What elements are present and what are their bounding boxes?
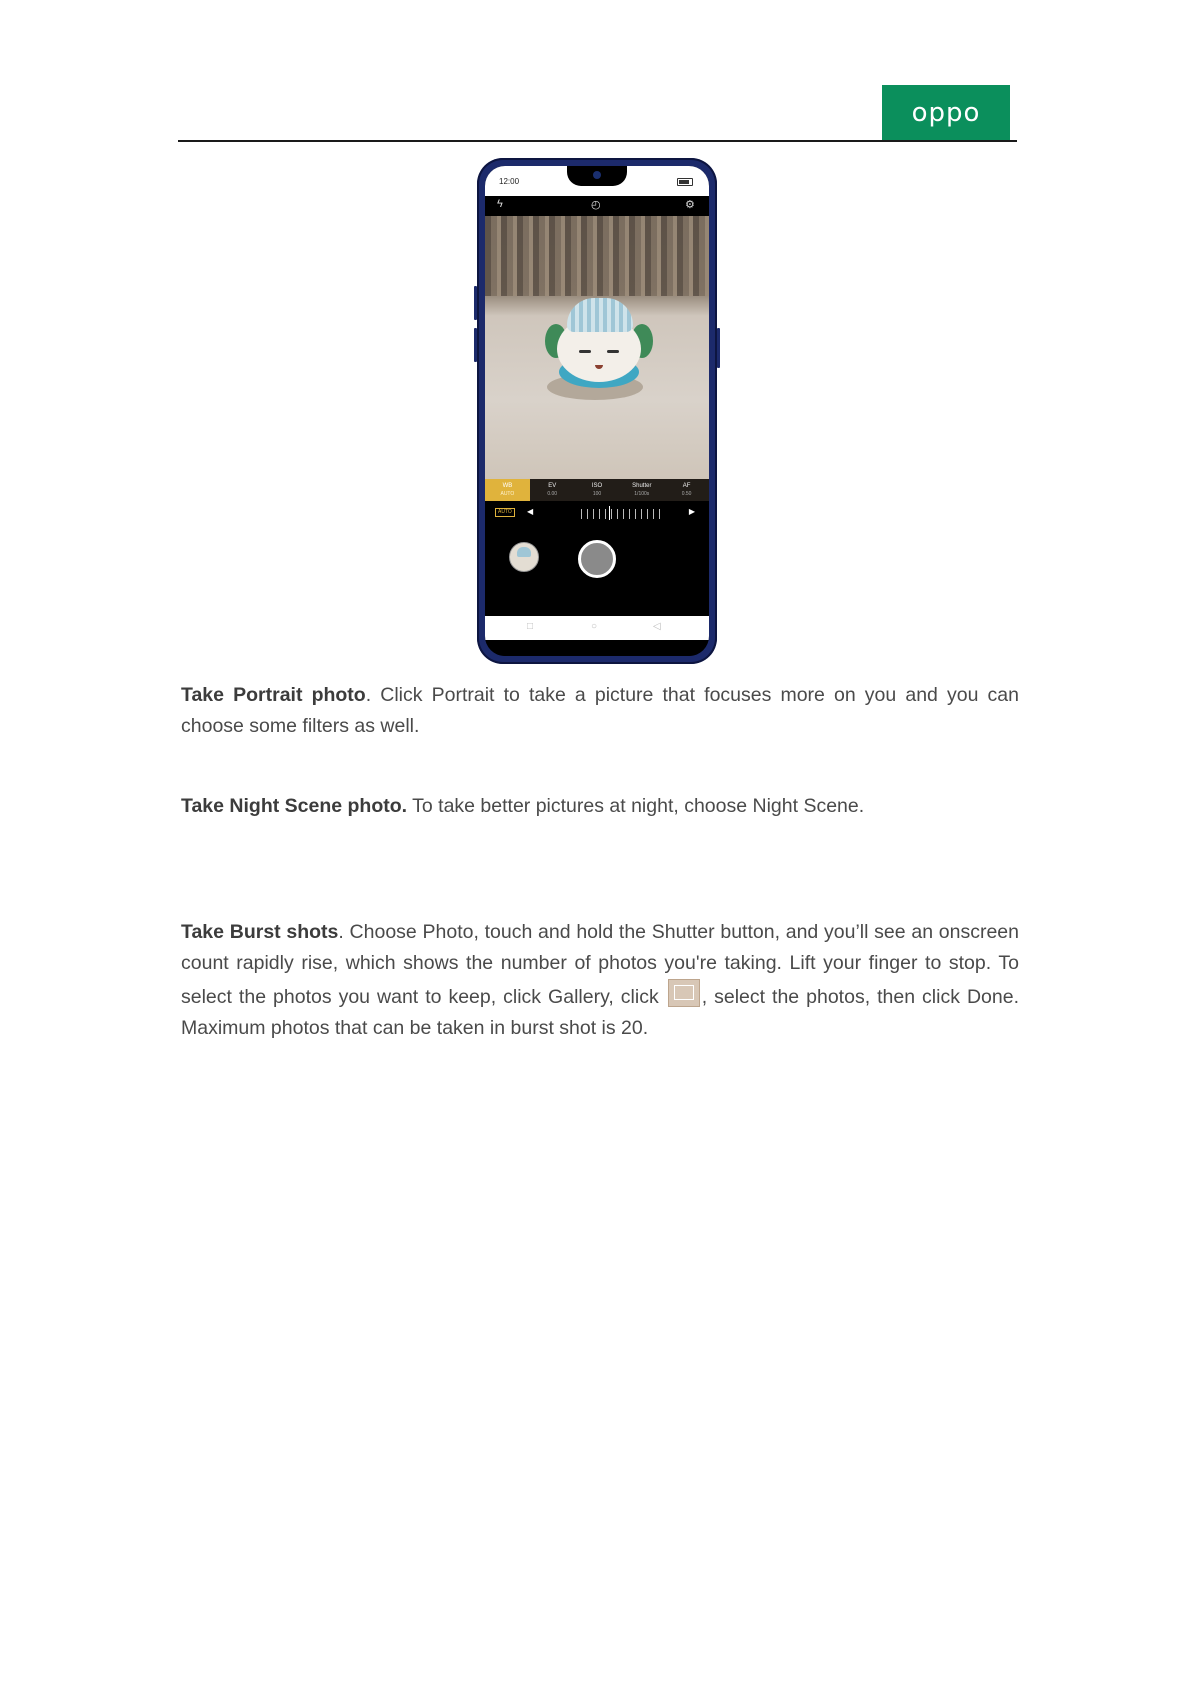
setting-iso[interactable] (575, 479, 620, 501)
curtain-background (485, 216, 709, 296)
pro-settings-bar (485, 479, 709, 501)
gallery-thumbnail[interactable] (509, 542, 539, 572)
night-text: To take better pictures at night, choose Night Scene. (407, 795, 865, 817)
setting-value: AUTO (500, 491, 515, 497)
shutter-button[interactable] (578, 540, 616, 578)
setting-value: 1/100s (634, 491, 650, 497)
arrow-right-icon[interactable]: ▶ (688, 507, 695, 516)
phone-mockup (477, 158, 717, 664)
setting-label: EV (548, 483, 557, 489)
toy-hat (567, 298, 633, 332)
portrait-title: Take Portrait photo (181, 684, 366, 706)
status-time: 12:00 (499, 177, 520, 186)
arrow-left-icon[interactable]: ◀ (527, 507, 534, 516)
toy-eye (607, 350, 619, 353)
flash-icon[interactable]: ϟ (497, 198, 503, 210)
setting-label: Shutter (632, 483, 652, 489)
oppo-logo: oppo (882, 85, 1010, 140)
front-camera (593, 171, 601, 179)
portrait-text: . Click Portrait to take a picture that focuses more on you and you can choose some filters as well. (181, 684, 1019, 737)
burst-text-end: , select the photos, then click Done. Maximum photos that can be taken in burst shot is 20. (181, 986, 1019, 1039)
setting-value: 0.00 (547, 491, 558, 497)
value-slider[interactable] (581, 509, 661, 519)
adjust-slider-row (485, 503, 709, 523)
slider-indicator (609, 506, 610, 520)
burst-text: . Choose Photo, touch and hold the Shutter button, and you’ll see an onscreen count rapidly rise, which shows the number of photos you're taking. Lift your finger to stop. To select the photos you want to keep, click Gallery, click (181, 921, 1019, 1008)
settings-gear-icon[interactable]: ⚙ (685, 199, 695, 211)
home-icon[interactable]: ○ (591, 621, 598, 632)
setting-value: 100 (592, 491, 602, 497)
setting-ev[interactable] (530, 479, 575, 501)
phone-screen (485, 166, 709, 656)
night-title: Take Night Scene photo. (181, 795, 408, 817)
setting-label: AF (682, 483, 691, 489)
burst-title: Take Burst shots (181, 921, 339, 943)
volume-button (474, 286, 477, 320)
portrait-paragraph (181, 680, 1019, 742)
phone-chin (485, 640, 709, 656)
battery-icon (677, 178, 693, 186)
back-icon[interactable]: ◁ (653, 621, 661, 632)
night-paragraph (181, 791, 1019, 822)
camera-viewfinder[interactable] (485, 216, 709, 479)
recents-icon[interactable]: □ (527, 621, 534, 632)
power-button (717, 328, 720, 368)
auto-badge[interactable]: AUTO (495, 508, 515, 517)
setting-af[interactable] (664, 479, 709, 501)
setting-shutter[interactable] (619, 479, 664, 501)
timer-icon[interactable]: ◴ (591, 199, 601, 211)
burst-paragraph (181, 917, 1019, 1044)
setting-label: ISO (591, 483, 603, 489)
gallery-select-icon (668, 979, 700, 1007)
header-rule (178, 140, 1017, 142)
toy-eye (579, 350, 591, 353)
volume-button (474, 328, 477, 362)
notch (567, 166, 627, 186)
setting-label: WB (502, 483, 513, 489)
camera-top-bar (485, 196, 709, 216)
setting-value: 0.50 (681, 491, 692, 497)
nav-bar (485, 616, 709, 640)
setting-wb[interactable] (485, 479, 530, 501)
